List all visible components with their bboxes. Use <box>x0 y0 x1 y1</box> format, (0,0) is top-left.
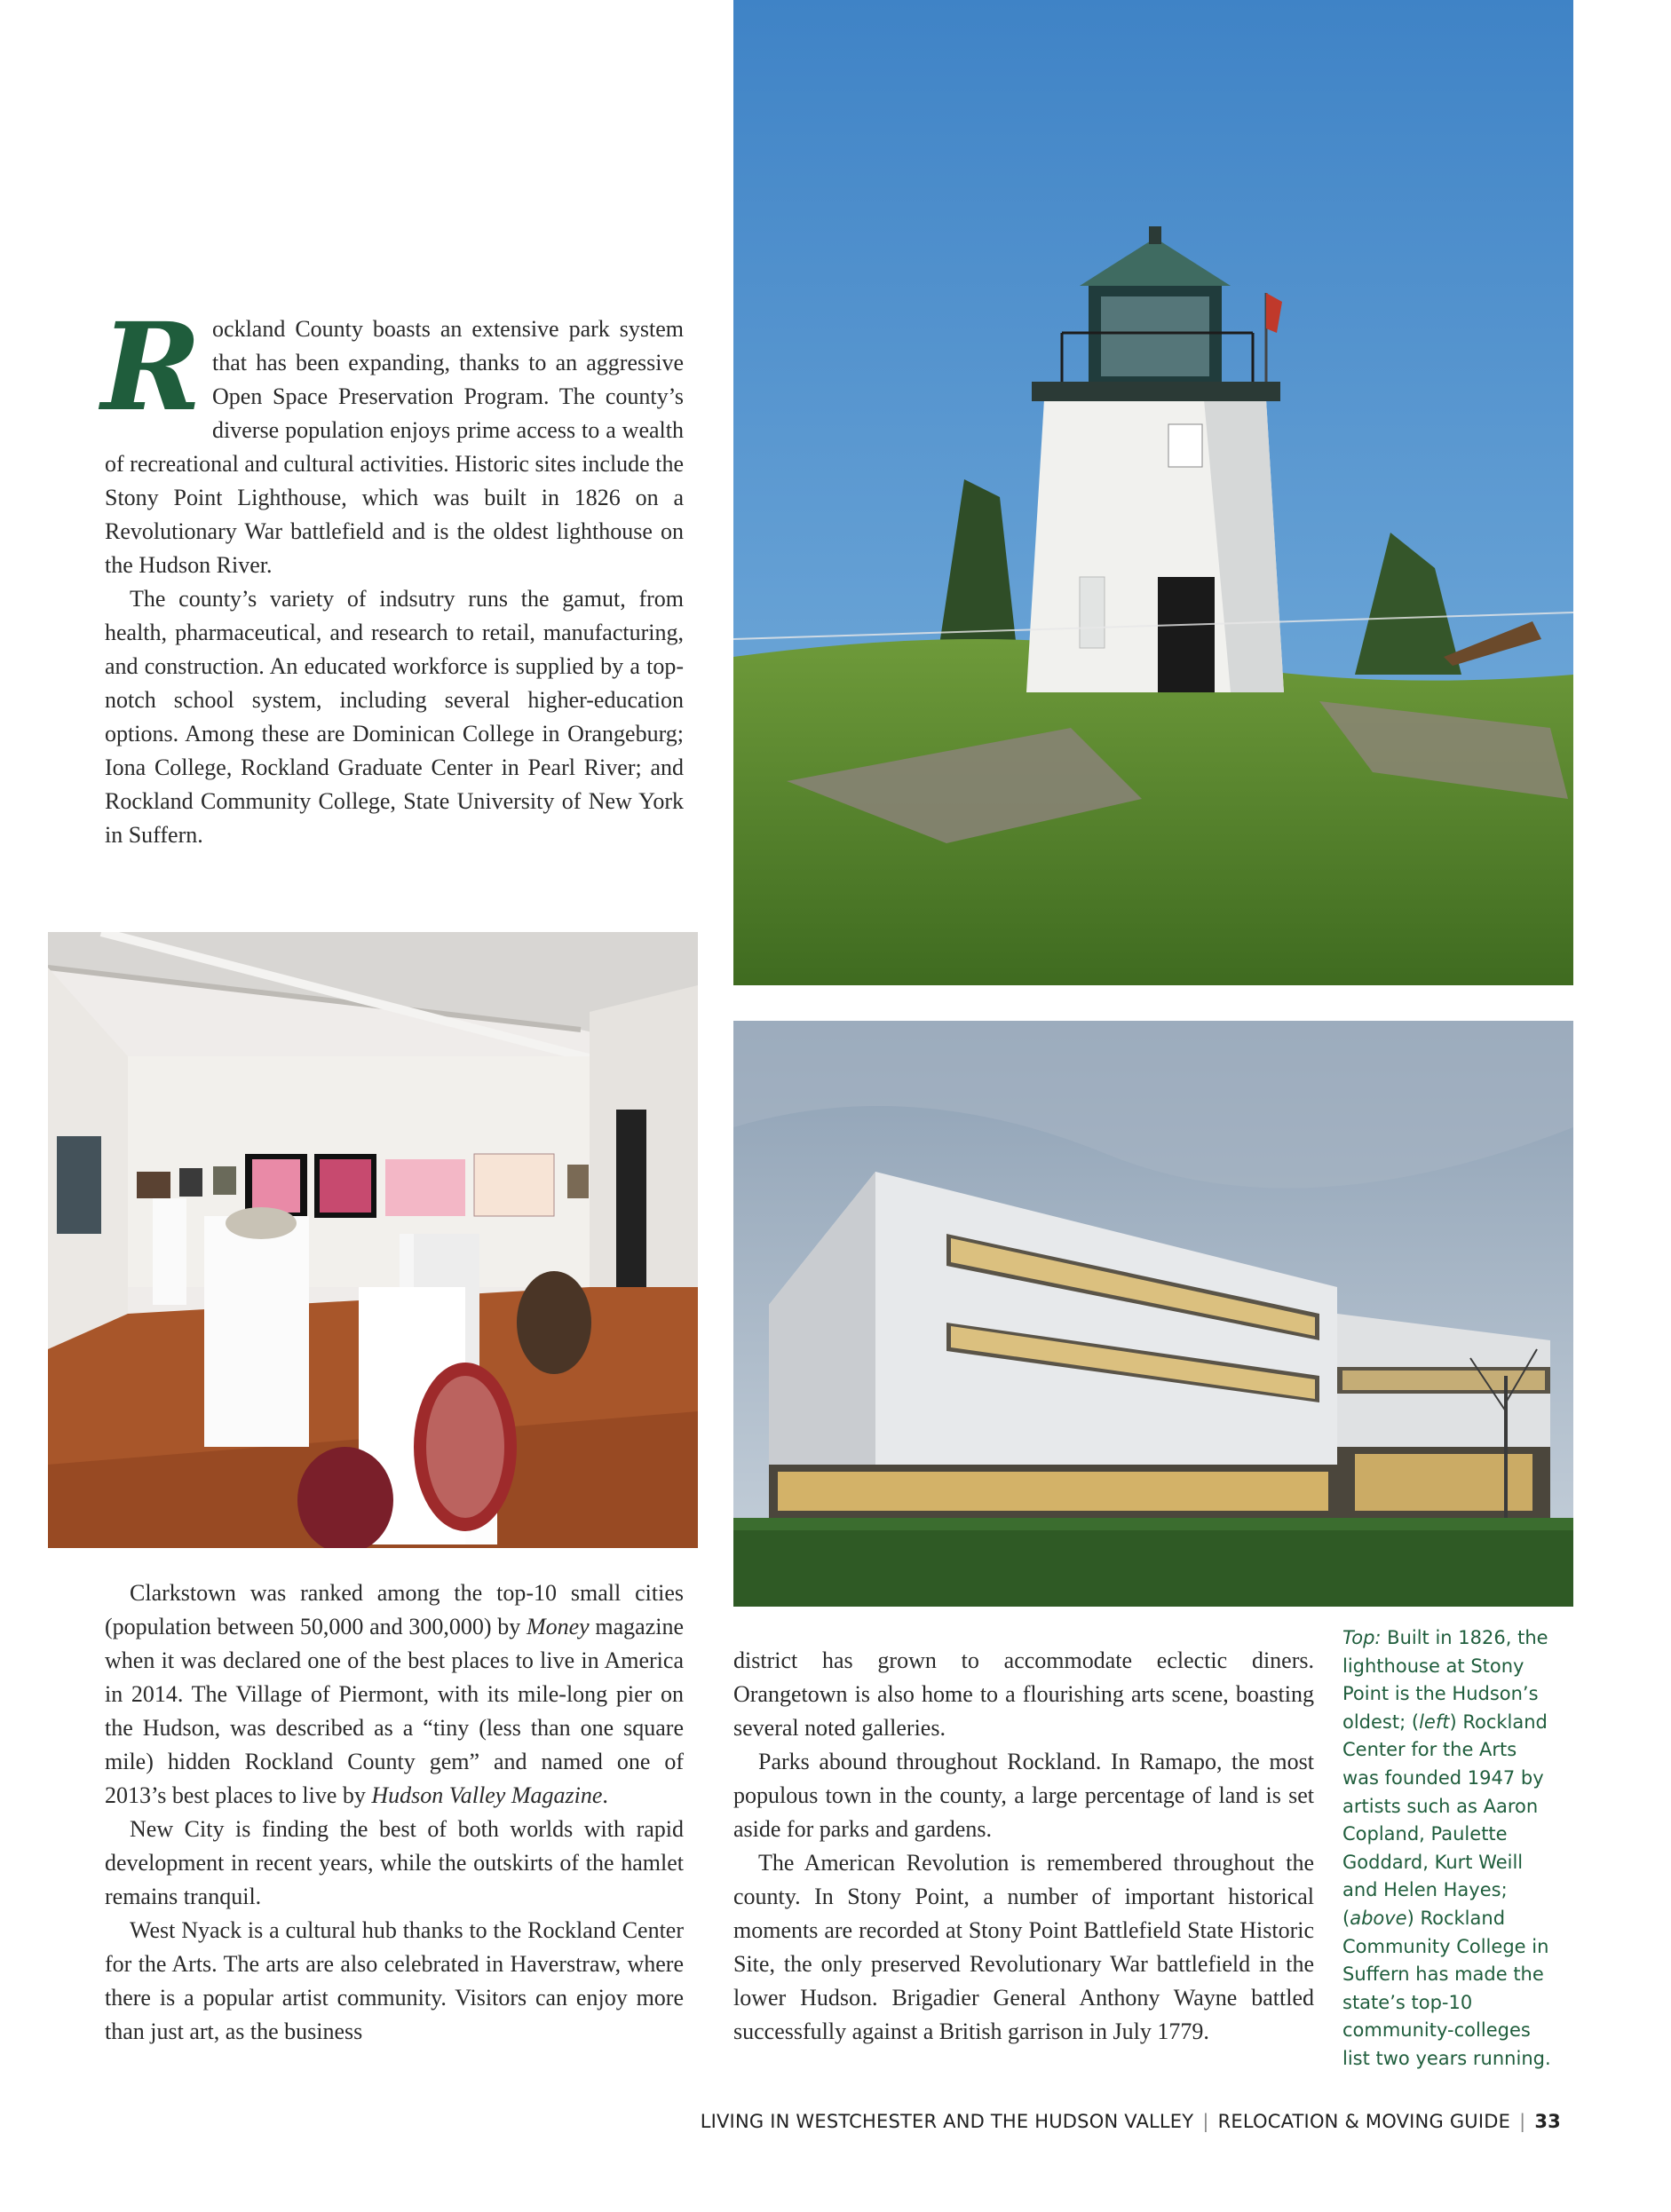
footer-divider: | <box>1202 2111 1209 2132</box>
caption-top-label: Top: <box>1342 1627 1382 1648</box>
middle-paragraph-1: district has grown to accommodate eclectic diners. Orangetown is also home to a flourishing arts scene, boasting several noted galleries. <box>733 1647 1314 1741</box>
caption-above-text: ) Rockland Community College in Suffern has made the state’s top-10 community-colleges list two years running. <box>1342 1907 1551 2069</box>
caption-left-text: ) Rockland Center for the Arts was founded 1947 by artists such as Aaron Copland, Paulette Goddard, Kurt Weill and Helen Hayes; ( <box>1342 1710 1548 1929</box>
page-footer <box>701 2111 1561 2132</box>
photo-caption <box>1342 1624 1552 2074</box>
intro-paragraph-1-text: ockland County boasts an extensive park system that has been expanding, thanks to an aggressive Open Space Preservation Program. The county’s diverse population enjoys prime access to a wealth of recreational and cultural activities. Historic sites include the Stony Point Lighthouse, which was built in 1826 on a Revolutionary War battlefield and is the oldest lighthouse on the Hudson River. <box>105 316 684 578</box>
left-p1-text-a: Clarkstown was ranked among the top-10 small cities (population between 50,000 and 300,000) by <box>105 1580 684 1639</box>
section-name: RELOCATION & MOVING GUIDE <box>1217 2111 1511 2132</box>
left-paragraph-3: West Nyack is a cultural hub thanks to the Rockland Center for the Arts. The arts are also celebrated in Haverstraw, where there is a popular artist community. Visitors can enjoy more than just art, as the business <box>105 1917 684 2044</box>
intro-paragraph-1 <box>101 296 684 582</box>
intro-column <box>101 296 684 852</box>
left-column <box>105 1576 684 2049</box>
left-paragraph-1 <box>105 1576 684 1813</box>
intro-paragraph-2: The county’s variety of indsutry runs the gamut, from health, pharmaceutical, and research to retail, manufacturing, and construction. An educated workforce is supplied by a top-notch school system, including several higher-education options. Among these are Dominican College in Orangeburg; Iona College, Rockland Graduate Center in Pearl River; and Rockland Community College, State University of New York in Suffern. <box>105 586 684 848</box>
drop-cap: R <box>101 296 202 438</box>
caption-above-label: above <box>1350 1907 1407 1929</box>
middle-column <box>733 1644 1314 2049</box>
middle-paragraph-3: The American Revolution is remembered throughout the county. In Stony Point, a number of important historical moments are recorded at Stony Point Battlefield State Historic Site, the only preserved Revolutionary War battlefield in the lower Hudson. Brigadier General Anthony Wayne battled successfully against a British garrison in July 1779. <box>733 1850 1314 2044</box>
page-number: 33 <box>1534 2111 1561 2132</box>
middle-paragraph-2: Parks abound throughout Rockland. In Ramapo, the most populous town in the county, a large percentage of land is set aside for parks and gardens. <box>733 1749 1314 1842</box>
footer-divider: | <box>1519 2111 1526 2132</box>
college-photo <box>733 1021 1573 1607</box>
caption-top-text: Built in 1826, the lighthouse at Stony Point is the Hudson’s oldest; ( <box>1342 1627 1548 1733</box>
left-paragraph-2: New City is finding the best of both worlds with rapid development in recent years, while the outskirts of the hamlet remains tranquil. <box>105 1816 684 1909</box>
lighthouse-photo <box>733 0 1573 985</box>
gallery-photo <box>48 932 698 1548</box>
money-magazine-title: Money <box>526 1614 590 1639</box>
left-p1-text-b: magazine when it was declared one of the best places to live in America in 2014. The Village of Piermont, with its mile-long pier on the Hudson, was described as a “tiny (less than one square mile) hidden Rockland County gem” and named one of 2013’s best places to live by <box>105 1614 685 1808</box>
hudson-valley-magazine-title: Hudson Valley Magazine <box>371 1782 603 1808</box>
publication-name: LIVING IN WESTCHESTER AND THE HUDSON VALLEY <box>700 2111 1194 2132</box>
left-p1-text-c: . <box>602 1782 608 1808</box>
caption-left-label: left <box>1419 1710 1450 1733</box>
